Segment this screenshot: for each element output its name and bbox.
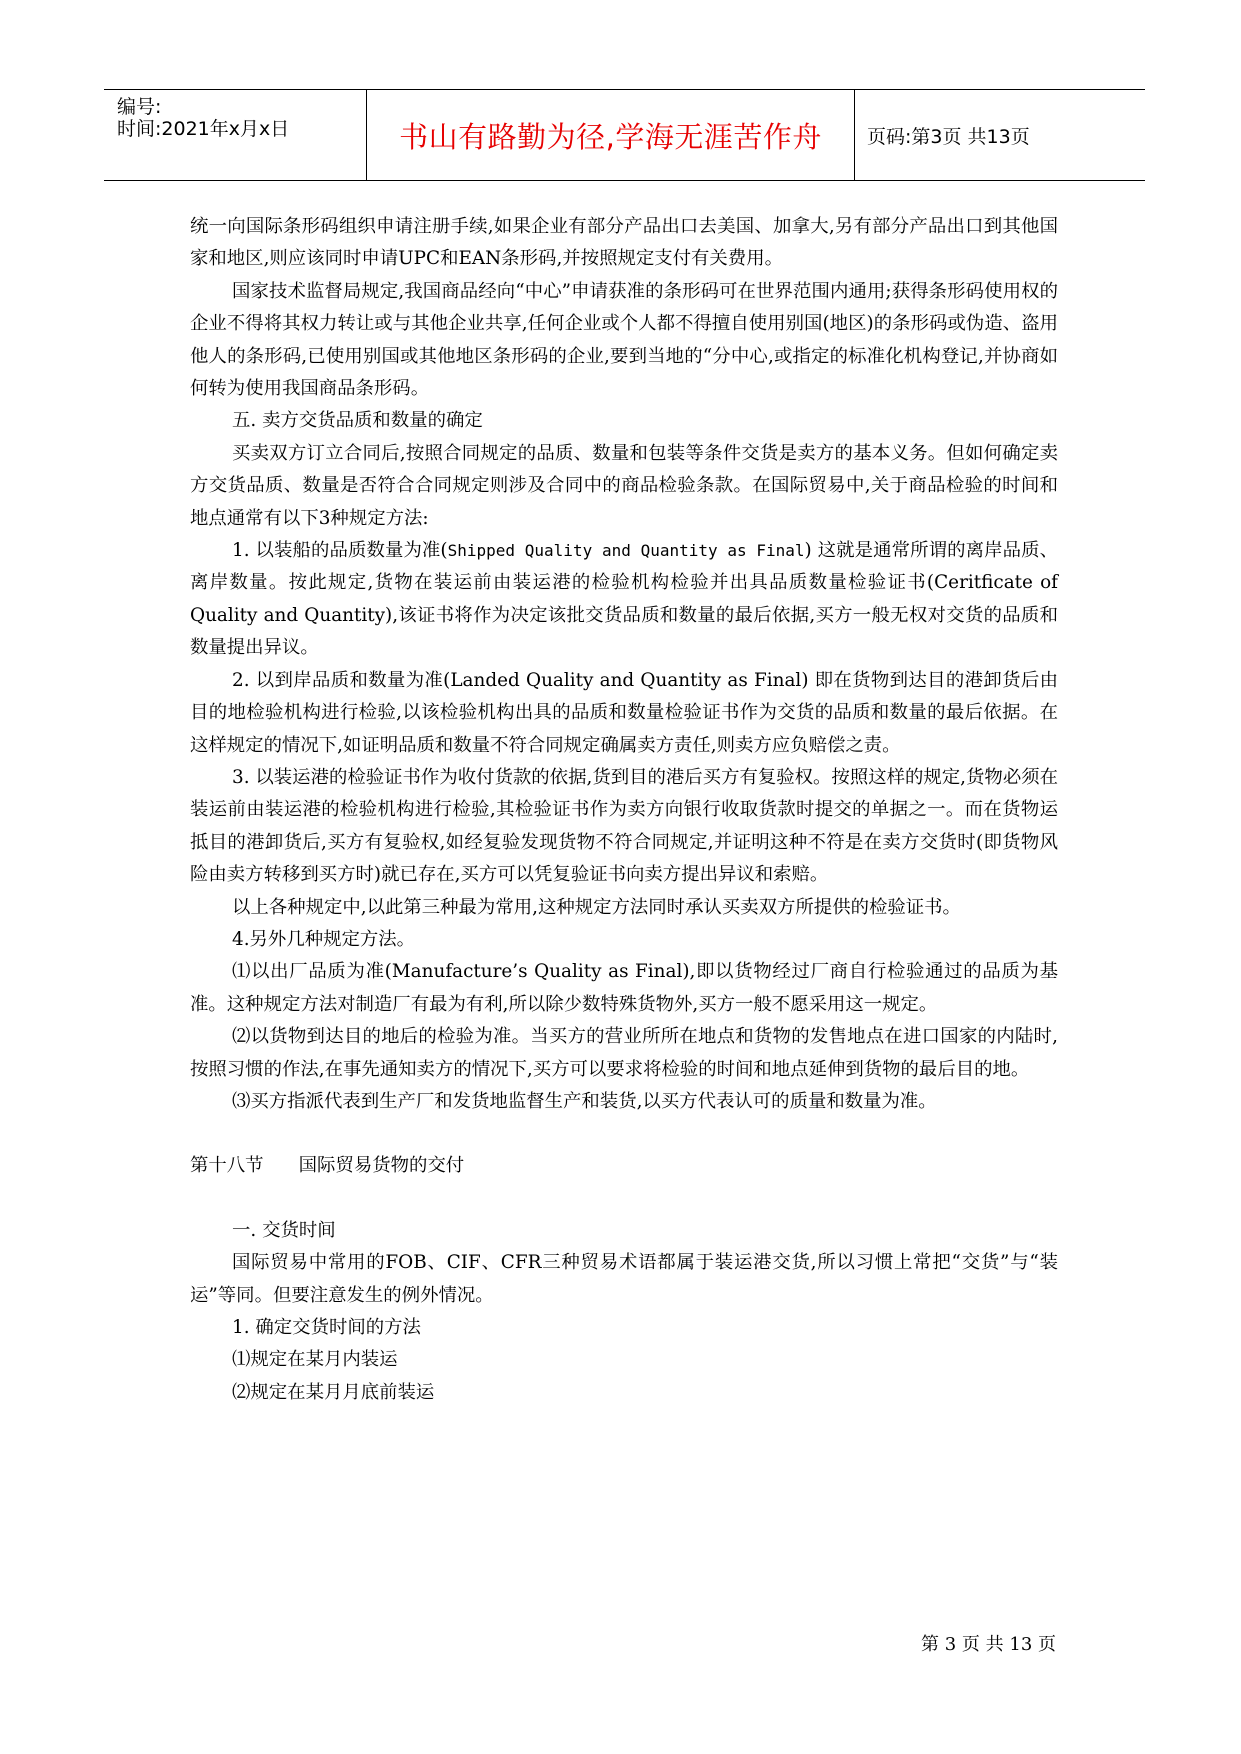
section-heading bbox=[190, 1150, 1058, 1182]
section-number: 第十八节 bbox=[190, 1155, 264, 1177]
page-footer: 第 3 页 共 13 页 bbox=[921, 1634, 1056, 1655]
list-item: 1. 确定交货时间的方法 bbox=[232, 1317, 421, 1338]
spacer bbox=[190, 1183, 1058, 1215]
document-body bbox=[190, 211, 1058, 1409]
paragraph-part: ) 这就是通常所谓的离岸品质、离岸数量。按此规定,货物在装运前由装运港的检验机构检验并出具品质数量检验证书(Ceritficate of Quality and Quantity),该证书将作为决定该批交货品质和数量的最后依据,买方一般无权对交货的品质和数量提出异议。 bbox=[190, 540, 1058, 659]
paragraph: ⑵以货物到达目的地后的检验为准。当买方的营业所所在地点和货物的发售地点在进口国家的内陆时,按照习惯的作法,在事先通知卖方的情况下,买方可以要求将检验的时间和地点延伸到货物的最后目的地。 bbox=[190, 1026, 1058, 1080]
list-item: ⑵规定在某月月底前装运 bbox=[232, 1381, 435, 1403]
paragraph: 统一向国际条形码组织申请注册手续,如果企业有部分产品出口去美国、加拿大,另有部分产品出口到其他国家和地区,则应该同时申请UPC和EAN条形码,并按照规定支付有关费用。 bbox=[190, 216, 1058, 270]
paragraph: 3. 以装运港的检验证书作为收付货款的依据,货到目的港后买方有复验权。按照这样的规定,货物必须在装运前由装运港的检验机构进行检验,其检验证书作为卖方向银行收取货款时提交的单据之一。而在货物运抵目的港卸货后,买方有复验权,如经复验发现货物不符合同规定,并证明这种不符是在卖方交货时(即货物风险由卖方转移到买方时)就已存在,买方可以凭复验证书向卖方提出异议和索赔。 bbox=[190, 766, 1058, 886]
paragraph: 买卖双方订立合同后,按照合同规定的品质、数量和包装等条件交货是卖方的基本义务。但如何确定卖方交货品质、数量是否符合合同规定则涉及合同中的商品检验条款。在国际贸易中,关于商品检验的时间和地点通常有以下3种规定方法: bbox=[190, 442, 1058, 529]
paragraph: 以上各种规定中,以此第三种最为常用,这种规定方法同时承认买卖双方所提供的检验证书。 bbox=[232, 896, 961, 918]
paragraph: 国家技术监督局规定,我国商品经向“中心”申请获准的条形码可在世界范围内通用;获得条形码使用权的企业不得将其权力转让或与其他企业共享,任何企业或个人都不得擅自使用别国(地区)的条形码或伪造、盗用他人的条形码,已使用别国或其他地区条形码的企业,要到当地的“分中心,或指定的标准化机构登记,并协商如何转为使用我国商品条形码。 bbox=[190, 280, 1058, 400]
subheading: 一. 交货时间 bbox=[232, 1219, 336, 1241]
paragraph: 国际贸易中常用的FOB、CIF、CFR三种贸易术语都属于装运港交货,所以习惯上常把“交货”与“装运”等同。但要注意发生的例外情况。 bbox=[190, 1252, 1058, 1306]
paragraph-part: 1. 以装船的品质数量为准( bbox=[232, 540, 448, 562]
paragraph: 2. 以到岸品质和数量为准(Landed Quality and Quantity as Final) 即在货物到达目的港卸货后由目的地检验机构进行检验,以该检验机构出具的品质和数量检验证书作为交货的品质和数量的最后依据。在这样规定的情况下,如证明品质和数量不符合同规定确属卖方责任,则卖方应负赔偿之责。 bbox=[190, 669, 1058, 756]
header-page-label: 页码:第3页 共13页 bbox=[867, 125, 1030, 148]
document-header bbox=[104, 89, 1145, 181]
paragraph-term: Shipped Quality and Quantity as Final bbox=[447, 541, 805, 561]
paragraph: 4.另外几种规定方法。 bbox=[232, 928, 416, 950]
paragraph: ⑴以出厂品质为准(Manufacture’s Quality as Final),即以货物经过厂商自行检验通过的品质为基准。这种规定方法对制造厂有最为有利,所以除少数特殊货物外,买方一般不愿采用这一规定。 bbox=[190, 961, 1058, 1015]
subheading: 五. 卖方交货品质和数量的确定 bbox=[232, 410, 483, 432]
header-motto-cell bbox=[367, 90, 855, 180]
paragraph: ⑶买方指派代表到生产厂和发货地监督生产和装货,以买方代表认可的质量和数量为准。 bbox=[232, 1090, 937, 1112]
list-item: ⑴规定在某月内装运 bbox=[232, 1349, 398, 1371]
spacer bbox=[190, 1118, 1058, 1150]
document-time-label: 时间:2021年x月x日 bbox=[117, 118, 290, 140]
section-title: 国际贸易货物的交付 bbox=[298, 1155, 465, 1177]
document-number-label: 编号: bbox=[117, 96, 162, 118]
header-page-cell bbox=[855, 90, 1145, 180]
header-motto: 书山有路勤为径,学海无涯苦作舟 bbox=[399, 119, 822, 154]
header-meta-cell bbox=[104, 90, 367, 180]
paragraph bbox=[190, 535, 1058, 665]
